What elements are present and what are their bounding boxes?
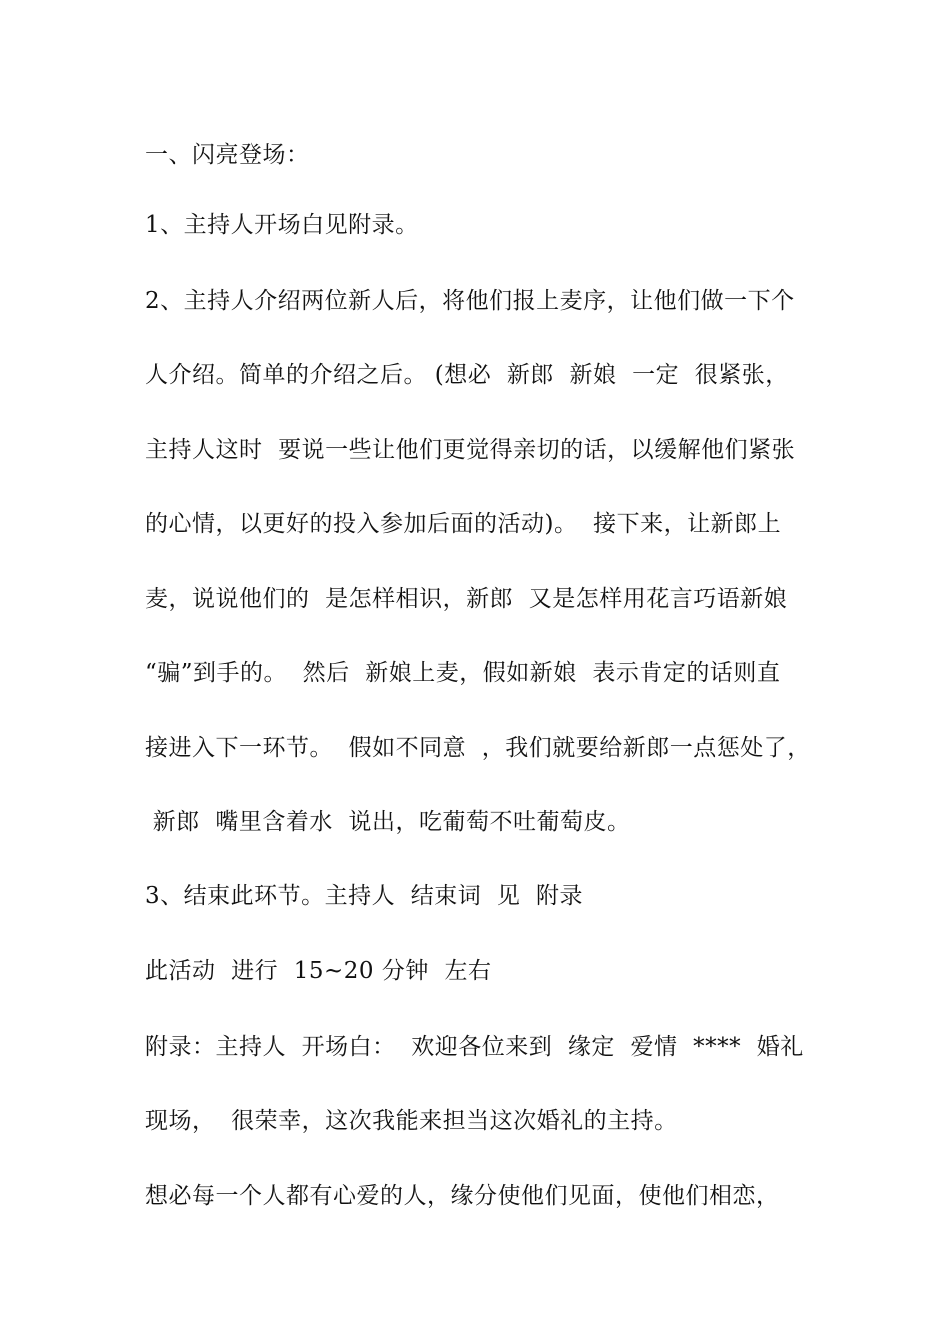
paragraph-line: 1、主持人开场白见附录。	[145, 212, 419, 238]
paragraph-line: 麦，说说他们的 是怎样相识，新郎 又是怎样用花言巧语新娘	[145, 586, 788, 612]
paragraph-line: 想必每一个人都有心爱的人，缘分使他们见面，使他们相恋，	[145, 1183, 780, 1209]
paragraph-line: 附录：主持人 开场白： 欢迎各位来到 缘定 爱情 **** 婚礼	[145, 1034, 804, 1060]
paragraph-line: 的心情，以更好的投入参加后面的活动)。 接下来，让新郎上	[145, 511, 782, 537]
paragraph-line: 此活动 进行 15~20 分钟 左右	[145, 958, 492, 984]
paragraph-line: 接进入下一环节。 假如不同意 ，我们就要给新郎一点惩处了，	[145, 735, 811, 761]
paragraph-line: “骗”到手的。 然后 新娘上麦，假如新娘 表示肯定的话则直	[145, 660, 781, 686]
section-heading: 一、闪亮登场：	[145, 142, 310, 168]
paragraph-line: 人介绍。简单的介绍之后。 (想必 新郎 新娘 一定 很紧张，	[145, 362, 789, 388]
paragraph-line: 主持人这时 要说一些让他们更觉得亲切的话，以缓解他们紧张	[145, 437, 796, 463]
paragraph-line: 现场， 很荣幸，这次我能来担当这次婚礼的主持。	[145, 1108, 678, 1134]
paragraph-line: 2、主持人介绍两位新人后，将他们报上麦序，让他们做一下个	[145, 288, 795, 314]
paragraph-line: 3、结束此环节。主持人 结束词 见 附录	[145, 883, 583, 909]
paragraph-line: 新郎 嘴里含着水 说出，吃葡萄不吐葡萄皮。	[145, 809, 631, 835]
